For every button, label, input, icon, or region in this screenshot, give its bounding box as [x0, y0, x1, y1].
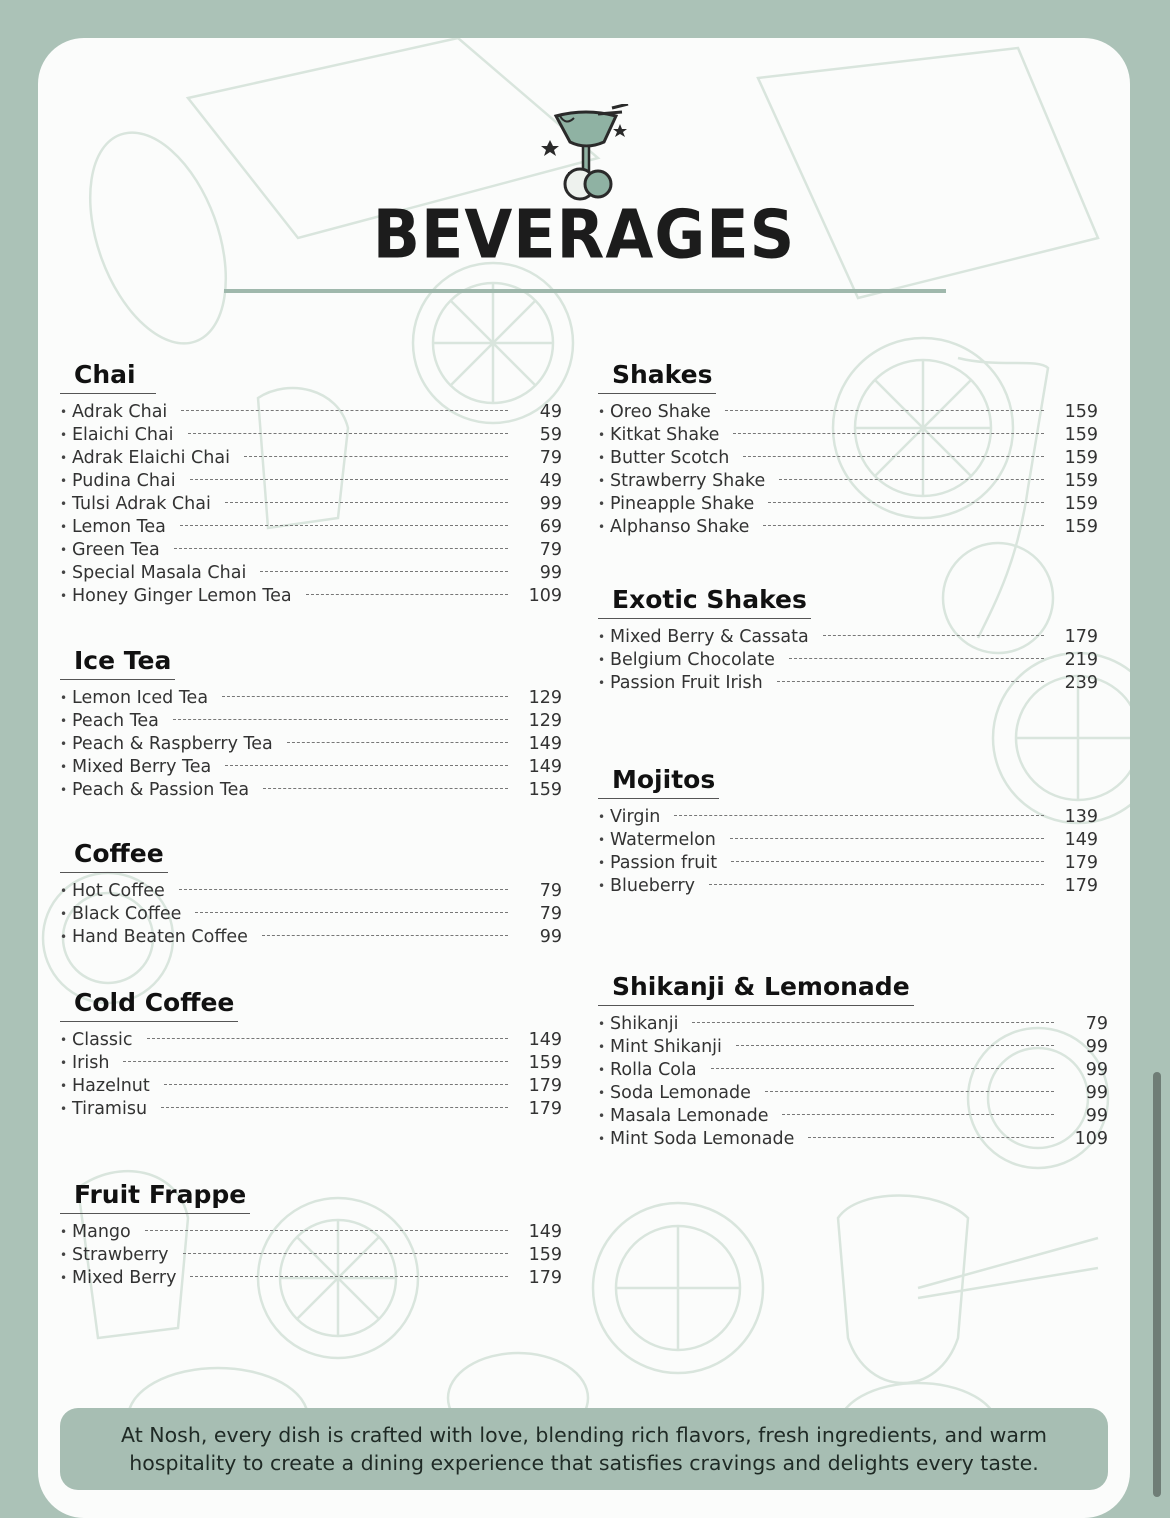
- dotted-leader: [260, 571, 508, 572]
- menu-item: [60, 1243, 562, 1266]
- menu-item: [60, 423, 562, 446]
- menu-item: [598, 492, 1098, 515]
- item-name: Rolla Cola: [610, 1059, 697, 1080]
- section-exotic-shakes: [598, 585, 1098, 694]
- item-price: 99: [539, 562, 562, 583]
- bullet-icon: •: [60, 542, 68, 557]
- bullet-icon: •: [598, 809, 606, 824]
- dotted-leader: [730, 838, 1044, 839]
- item-name: Passion fruit: [610, 852, 718, 873]
- item-name: Mint Shikanji: [610, 1036, 722, 1057]
- dotted-leader: [725, 410, 1044, 411]
- bullet-icon: •: [598, 450, 606, 465]
- bullet-icon: •: [598, 675, 606, 690]
- item-price: 159: [1064, 447, 1098, 468]
- item-name: Peach Tea: [72, 710, 159, 731]
- bullet-icon: •: [60, 404, 68, 419]
- item-name: Passion Fruit Irish: [610, 672, 763, 693]
- item-price: 99: [539, 926, 562, 947]
- section-heading: Fruit Frappe: [60, 1180, 250, 1214]
- menu-item: [598, 1081, 1108, 1104]
- dotted-leader: [161, 1107, 508, 1108]
- bullet-icon: •: [598, 1085, 606, 1100]
- item-name: Irish: [72, 1052, 110, 1073]
- menu-item: [60, 515, 562, 538]
- dotted-leader: [731, 861, 1044, 862]
- section-chai: [60, 360, 562, 607]
- menu-item: [60, 686, 562, 709]
- bullet-icon: •: [60, 690, 68, 705]
- dotted-leader: [263, 788, 508, 789]
- dotted-leader: [188, 433, 508, 434]
- section-heading: Ice Tea: [60, 646, 175, 680]
- item-name: Oreo Shake: [610, 401, 711, 422]
- dotted-leader: [674, 815, 1044, 816]
- menu-item: [60, 732, 562, 755]
- dotted-leader: [711, 1068, 1054, 1069]
- item-name: Lemon Iced Tea: [72, 687, 209, 708]
- dotted-leader: [733, 433, 1044, 434]
- bullet-icon: •: [598, 652, 606, 667]
- section-heading: Coffee: [60, 839, 168, 873]
- menu-item: [598, 400, 1098, 423]
- dotted-leader: [808, 1137, 1054, 1138]
- item-price: 179: [1064, 875, 1098, 896]
- item-price: 159: [1064, 424, 1098, 445]
- menu-item: [598, 423, 1098, 446]
- item-name: Shikanji: [610, 1013, 679, 1034]
- item-list: [60, 1028, 562, 1120]
- menu-item: [60, 755, 562, 778]
- menu-item: [60, 538, 562, 561]
- section-heading: Mojitos: [598, 765, 719, 799]
- dotted-leader: [823, 635, 1044, 636]
- dotted-leader: [262, 935, 508, 936]
- dotted-leader: [225, 502, 508, 503]
- dotted-leader: [306, 594, 508, 595]
- section-shikanji-lemonade: [598, 972, 1108, 1150]
- menu-item: [598, 1104, 1108, 1127]
- item-price: 159: [1064, 516, 1098, 537]
- item-price: 179: [528, 1267, 562, 1288]
- item-name: Pudina Chai: [72, 470, 176, 491]
- bullet-icon: •: [60, 1247, 68, 1262]
- menu-item: [60, 1028, 562, 1051]
- menu-item: [598, 805, 1098, 828]
- bullet-icon: •: [598, 832, 606, 847]
- section-fruit-frappe: [60, 1180, 562, 1289]
- item-price: 49: [539, 470, 562, 491]
- bullet-icon: •: [60, 782, 68, 797]
- item-name: Virgin: [610, 806, 661, 827]
- item-name: Special Masala Chai: [72, 562, 247, 583]
- item-name: Elaichi Chai: [72, 424, 174, 445]
- item-list: [598, 1012, 1108, 1150]
- footer-line-1: At Nosh, every dish is crafted with love, blending rich flavors, fresh ingredients, and warm: [121, 1423, 1047, 1447]
- dotted-leader: [181, 410, 508, 411]
- bullet-icon: •: [598, 878, 606, 893]
- item-price: 179: [1064, 852, 1098, 873]
- item-price: 159: [528, 1052, 562, 1073]
- bullet-icon: •: [60, 883, 68, 898]
- menu-item: [598, 446, 1098, 469]
- bullet-icon: •: [60, 1032, 68, 1047]
- scrollbar-thumb[interactable]: [1153, 1072, 1161, 1497]
- menu-item: [598, 1127, 1108, 1150]
- section-heading: Shakes: [598, 360, 716, 394]
- item-price: 159: [1064, 470, 1098, 491]
- dotted-leader: [789, 658, 1044, 659]
- dotted-leader: [225, 765, 508, 766]
- menu-item: [60, 709, 562, 732]
- bullet-icon: •: [598, 473, 606, 488]
- dotted-leader: [709, 884, 1044, 885]
- item-list: [598, 625, 1098, 694]
- section-heading: Chai: [60, 360, 156, 394]
- item-price: 179: [1064, 626, 1098, 647]
- menu-item: [60, 1074, 562, 1097]
- bullet-icon: •: [598, 1039, 606, 1054]
- bullet-icon: •: [598, 629, 606, 644]
- item-name: Mint Soda Lemonade: [610, 1128, 795, 1149]
- item-name: Masala Lemonade: [610, 1105, 769, 1126]
- section-cold-coffee: [60, 988, 562, 1120]
- item-price: 79: [539, 539, 562, 560]
- dotted-leader: [173, 719, 508, 720]
- item-name: Lemon Tea: [72, 516, 166, 537]
- item-name: Hot Coffee: [72, 880, 165, 901]
- dotted-leader: [123, 1061, 508, 1062]
- item-price: 159: [528, 1244, 562, 1265]
- cocktail-glass-with-apple-icon: [538, 104, 636, 204]
- menu-item: [60, 561, 562, 584]
- dotted-leader: [180, 525, 508, 526]
- dotted-leader: [763, 525, 1044, 526]
- item-price: 99: [539, 493, 562, 514]
- menu-item: [60, 879, 562, 902]
- bullet-icon: •: [598, 1062, 606, 1077]
- item-name: Belgium Chocolate: [610, 649, 775, 670]
- item-name: Mixed Berry Tea: [72, 756, 212, 777]
- bullet-icon: •: [60, 736, 68, 751]
- item-name: Peach & Raspberry Tea: [72, 733, 273, 754]
- bullet-icon: •: [60, 1224, 68, 1239]
- menu-item: [60, 400, 562, 423]
- section-heading: Exotic Shakes: [598, 585, 811, 619]
- dotted-leader: [145, 1230, 508, 1231]
- item-name: Soda Lemonade: [610, 1082, 751, 1103]
- bullet-icon: •: [598, 1131, 606, 1146]
- menu-page: [38, 38, 1130, 1518]
- dotted-leader: [287, 742, 508, 743]
- bullet-icon: •: [60, 565, 68, 580]
- dotted-leader: [222, 696, 508, 697]
- bullet-icon: •: [60, 588, 68, 603]
- menu-item: [598, 671, 1098, 694]
- page-title: BEVERAGES: [372, 195, 796, 274]
- bullet-icon: •: [598, 427, 606, 442]
- item-name: Adrak Elaichi Chai: [72, 447, 230, 468]
- item-price: 79: [539, 447, 562, 468]
- item-price: 109: [1074, 1128, 1108, 1149]
- item-name: Peach & Passion Tea: [72, 779, 250, 800]
- item-price: 109: [528, 585, 562, 606]
- bullet-icon: •: [60, 1270, 68, 1285]
- dotted-leader: [190, 1276, 508, 1277]
- bullet-icon: •: [60, 496, 68, 511]
- dotted-leader: [779, 479, 1044, 480]
- section-heading: Shikanji & Lemonade: [598, 972, 914, 1006]
- item-name: Black Coffee: [72, 903, 182, 924]
- item-price: 99: [1085, 1105, 1108, 1126]
- item-price: 79: [1085, 1013, 1108, 1034]
- item-price: 99: [1085, 1082, 1108, 1103]
- footer-tagline: [74, 1421, 1094, 1477]
- menu-item: [598, 1012, 1108, 1035]
- bullet-icon: •: [60, 906, 68, 921]
- menu-item: [598, 469, 1098, 492]
- bullet-icon: •: [598, 855, 606, 870]
- dotted-leader: [736, 1045, 1054, 1046]
- item-price: 79: [539, 903, 562, 924]
- bullet-icon: •: [60, 713, 68, 728]
- item-price: 159: [1064, 401, 1098, 422]
- item-price: 129: [528, 687, 562, 708]
- item-name: Classic: [72, 1029, 133, 1050]
- dotted-leader: [743, 456, 1044, 457]
- menu-item: [598, 1035, 1108, 1058]
- bullet-icon: •: [598, 1108, 606, 1123]
- dotted-leader: [244, 456, 508, 457]
- item-name: Tiramisu: [72, 1098, 148, 1119]
- menu-item: [60, 1097, 562, 1120]
- item-name: Hazelnut: [72, 1075, 150, 1096]
- bullet-icon: •: [60, 1101, 68, 1116]
- dotted-leader: [190, 479, 508, 480]
- item-name: Butter Scotch: [610, 447, 730, 468]
- title-divider: [224, 289, 946, 293]
- item-name: Strawberry: [72, 1244, 169, 1265]
- menu-item: [60, 492, 562, 515]
- item-name: Mixed Berry: [72, 1267, 177, 1288]
- dotted-leader: [164, 1084, 508, 1085]
- item-name: Pineapple Shake: [610, 493, 755, 514]
- bullet-icon: •: [60, 1078, 68, 1093]
- bullet-icon: •: [598, 496, 606, 511]
- bullet-icon: •: [60, 473, 68, 488]
- item-name: Watermelon: [610, 829, 716, 850]
- item-price: 79: [539, 880, 562, 901]
- item-name: Tulsi Adrak Chai: [72, 493, 211, 514]
- dotted-leader: [195, 912, 508, 913]
- dotted-leader: [147, 1038, 508, 1039]
- menu-item: [598, 648, 1098, 671]
- item-name: Mixed Berry & Cassata: [610, 626, 809, 647]
- bullet-icon: •: [60, 519, 68, 534]
- item-list: [60, 879, 562, 948]
- item-price: 149: [528, 756, 562, 777]
- item-price: 179: [528, 1075, 562, 1096]
- item-list: [598, 400, 1098, 538]
- section-coffee: [60, 839, 562, 948]
- bullet-icon: •: [60, 1055, 68, 1070]
- dotted-leader: [174, 548, 508, 549]
- section-shakes: [598, 360, 1098, 538]
- menu-item: [60, 1266, 562, 1289]
- bullet-icon: •: [60, 427, 68, 442]
- item-price: 149: [528, 1029, 562, 1050]
- dotted-leader: [183, 1253, 508, 1254]
- dotted-leader: [777, 681, 1044, 682]
- menu-item: [60, 1051, 562, 1074]
- menu-item: [598, 625, 1098, 648]
- bullet-icon: •: [60, 450, 68, 465]
- menu-item: [60, 925, 562, 948]
- footer-line-2: hospitality to create a dining experience that satisfies cravings and delights every taste.: [129, 1451, 1039, 1475]
- item-price: 139: [1064, 806, 1098, 827]
- bullet-icon: •: [60, 929, 68, 944]
- dotted-leader: [768, 502, 1044, 503]
- item-price: 49: [539, 401, 562, 422]
- item-price: 179: [528, 1098, 562, 1119]
- item-name: Alphanso Shake: [610, 516, 750, 537]
- item-name: Honey Ginger Lemon Tea: [72, 585, 292, 606]
- item-price: 149: [528, 733, 562, 754]
- item-price: 99: [1085, 1059, 1108, 1080]
- item-price: 99: [1085, 1036, 1108, 1057]
- section-mojitos: [598, 765, 1098, 897]
- item-price: 69: [539, 516, 562, 537]
- menu-item: [598, 828, 1098, 851]
- section-heading: Cold Coffee: [60, 988, 238, 1022]
- item-name: Hand Beaten Coffee: [72, 926, 248, 947]
- item-price: 159: [1064, 493, 1098, 514]
- bullet-icon: •: [60, 759, 68, 774]
- menu-item: [60, 1220, 562, 1243]
- item-price: 159: [528, 779, 562, 800]
- item-name: Blueberry: [610, 875, 696, 896]
- item-price: 129: [528, 710, 562, 731]
- item-name: Mango: [72, 1221, 131, 1242]
- menu-item: [598, 851, 1098, 874]
- menu-item: [60, 778, 562, 801]
- section-ice-tea: [60, 646, 562, 801]
- dotted-leader: [765, 1091, 1054, 1092]
- item-name: Kitkat Shake: [610, 424, 720, 445]
- bullet-icon: •: [598, 404, 606, 419]
- dotted-leader: [692, 1022, 1054, 1023]
- item-name: Green Tea: [72, 539, 160, 560]
- item-name: Adrak Chai: [72, 401, 168, 422]
- item-list: [598, 805, 1098, 897]
- bullet-icon: •: [598, 1016, 606, 1031]
- item-price: 149: [528, 1221, 562, 1242]
- item-name: Strawberry Shake: [610, 470, 766, 491]
- footer-tagline-box: [60, 1408, 1108, 1490]
- item-price: 239: [1064, 672, 1098, 693]
- menu-item: [60, 584, 562, 607]
- dotted-leader: [782, 1114, 1054, 1115]
- item-list: [60, 686, 562, 801]
- dotted-leader: [179, 889, 508, 890]
- menu-item: [598, 874, 1098, 897]
- menu-item: [598, 1058, 1108, 1081]
- menu-item: [60, 446, 562, 469]
- item-price: 219: [1064, 649, 1098, 670]
- item-price: 149: [1064, 829, 1098, 850]
- menu-item: [598, 515, 1098, 538]
- item-list: [60, 1220, 562, 1289]
- item-price: 59: [539, 424, 562, 445]
- menu-item: [60, 902, 562, 925]
- item-list: [60, 400, 562, 607]
- bullet-icon: •: [598, 519, 606, 534]
- menu-item: [60, 469, 562, 492]
